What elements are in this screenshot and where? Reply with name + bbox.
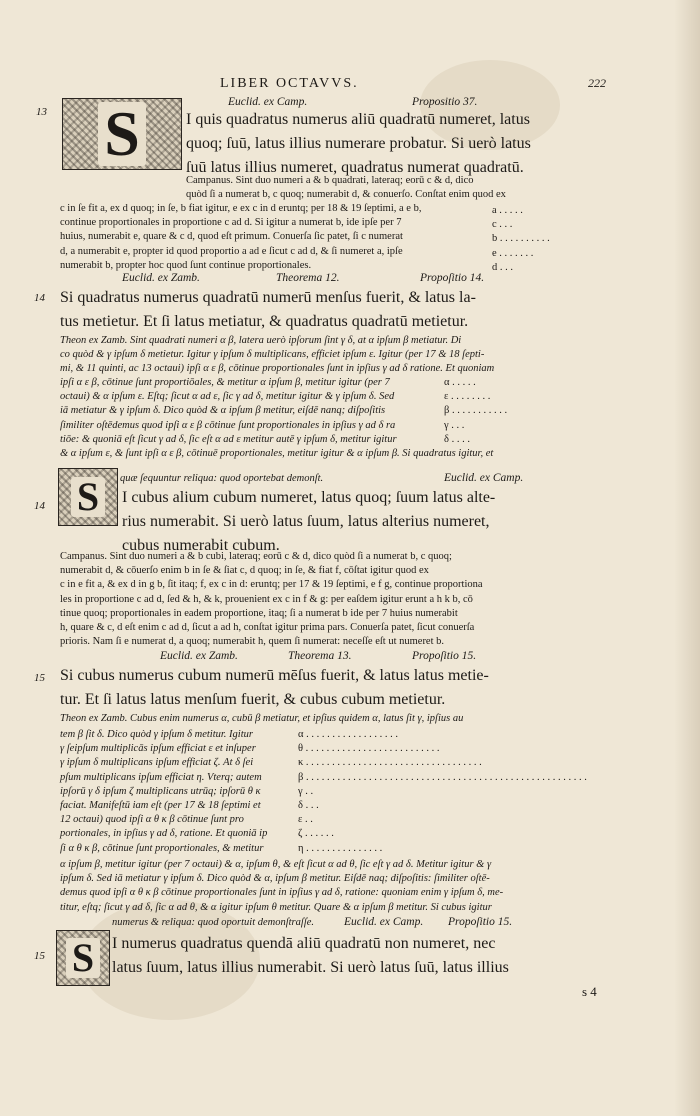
initial-letter: S	[98, 102, 146, 166]
decorated-initial	[56, 930, 110, 986]
enunciation-line: I cubus alium cubum numeret, latus quoq; ſuum latus alte-	[122, 489, 496, 506]
commentary-line: ipſum δ. Sed iā metiatur γ ipſum δ. Dico quòd & α, ipſum β metitur. Eiſdē naq; diſpoſitis: ſimiliter oſtē-	[60, 873, 490, 885]
commentary-line: prioris. Nam ſi e numerat d, a quoq; numerabit h, quem ſi numerat: neceſſe eſt ut numeret b.	[60, 636, 445, 648]
commentary-line: c in ſe fit a, ex d quoq; in ſe, b fiat igitur, e ex c in d eruntq; per 18 & 19 ſeptimi, a e b,	[60, 203, 422, 214]
diagram-line: α . . . . .	[444, 377, 476, 388]
diagram-line: α . . . . . . . . . . . . . . . . . .	[298, 729, 399, 740]
enunciation-line: tus metietur. Et ſi latus metiatur, & quadratus quadratū metietur.	[60, 313, 469, 330]
commentary-line: huius, numerabit e, quare & c d, quod eſt primum. Conuerſa ſic patet, ſi c numerat	[60, 231, 403, 243]
proposition-subtitle-number: Propoſitio 15.	[412, 650, 477, 662]
commentary-line: ſimiliter oſtēdemus quod ipſi α ε β cōtinue ſunt proportionales in ipſius γ ad δ ra	[60, 419, 396, 431]
diagram-line: θ . . . . . . . . . . . . . . . . . . . . . . . . . .	[298, 743, 440, 755]
commentary-line: d, a numerabit e, propter id quod proportio a ad e ſicut c ad d, & ſi numeret a, ipſe	[60, 245, 403, 257]
margin-number: 15	[34, 950, 45, 962]
enunciation-37	[186, 108, 686, 180]
margin-number: 13	[36, 106, 47, 118]
commentary-line: continue proportionales in proportione c ad d. Si igitur a numerat b, ide ipſe per 7	[60, 217, 402, 229]
commentary-14-head	[60, 334, 560, 377]
commentary-line: demus quod ipſi α θ κ β cōtinue proportionales ſunt in ipſius γ ad δ, ratione: quoniam enim γ ipſum δ, me-	[60, 887, 504, 899]
diagram-line: e . . . . . . .	[492, 247, 534, 259]
commentary-line: mi, & 11 quinti, ac 13 octaui) ipſi α ε β, cōtinue proportionales ſunt in ipſius γ ad δ ratione. Et quoniam	[60, 363, 495, 375]
margin-number: 15	[34, 672, 45, 684]
commentary-line: tinue quoq; proportionales in eadem proportione, itaq; ſi a numerat b ide per 7 huius numerabit	[60, 607, 458, 619]
commentary-line: numerus & reliqua: quod oportuit demonſtraſſe.	[112, 917, 315, 928]
commentary-line: iā metiatur & γ ipſum δ. Dico quòd & α ipſum β metitur, eiſdē nanq; diſpoſitis	[60, 405, 386, 417]
commentary-15-left	[60, 728, 292, 856]
diagram-line: ε . .	[298, 814, 313, 826]
commentary-line: titur, eſtq; ſicut γ ad δ, ſic α ad θ, & α igitur ipſum θ metitur. Quare & α ipſum β metitur. Si cubus igitur	[60, 901, 492, 913]
proposition-subtitle-source: Euclid. ex Camp.	[444, 472, 524, 484]
commentary-line: Theon ex Zamb. Sint quadrati numeri α β, latera uerò ipſorum ſint γ δ, at α ipſum β metiatur. Di	[60, 335, 462, 346]
commentary-line: octaui) & α ipſum ε. Eſtq; ſicut α ad ε, ſic γ ad δ, metitur igitur & γ ipſum δ. Sed	[60, 391, 395, 403]
signature-mark: s 4	[582, 984, 597, 999]
diagram-line: γ . . .	[444, 419, 465, 431]
commentary-37	[60, 202, 480, 273]
diagram-line: η . . . . . . . . . . . . . . .	[298, 842, 383, 854]
commentary-14	[60, 376, 494, 461]
enunciation-line: I quis quadratus numerus aliū quadratū numeret, latus	[186, 111, 530, 128]
commentary-line: α ipſum β, metitur igitur (per 7 octaui) & α, ipſum θ, & eſt ſicut α ad θ, ſic eſt γ ad δ. Metitur igitur & γ	[60, 859, 492, 870]
proposition-subtitle-source: Euclid. ex Camp.	[344, 916, 424, 928]
running-header: LIBER OCTAVVS.	[220, 76, 359, 91]
commentary-line: h, quare & c, d eſt enim c ad d, ſicut a ad h, conſtat igitur prima pars. Conuerſa patet, ſicut conuerſa	[60, 622, 475, 634]
commentary-line: 12 octaui) quod ipſi α θ κ β cōtinue ſunt pro	[60, 814, 244, 826]
number-line-diagram-37	[492, 204, 550, 275]
commentary-line: tiōe: & quoniā eſt ſicut γ ad δ, ſic eſt α ad ε metitur autē γ ipſum δ, metitur igitur	[60, 433, 397, 445]
decorated-initial	[62, 98, 182, 170]
commentary-cubes	[60, 550, 560, 649]
commentary-line: quæ ſequuntur reliqua: quod oportebat demonſt.	[120, 473, 324, 484]
commentary-line: les in proportione c ad d, ſed & h, & k, prouenient ex c in f & g: per eaſdem igitur erunt a h k b, cō	[60, 593, 473, 605]
proposition-subtitle-source: Euclid. ex Camp.	[228, 96, 308, 108]
enunciation-line: tur. Et ſi latus latus menſum fuerit, & cubus cubum metietur.	[60, 691, 446, 708]
diagram-line: γ . .	[298, 785, 314, 797]
commentary-line: pſum multiplicans ipſum efficiat η. Vterq; autem	[60, 771, 262, 783]
diagram-line: d . . .	[492, 261, 513, 273]
enunciation-line: ſuū latus illius numeret, quadratus numerat quadratū.	[186, 159, 524, 176]
initial-letter: S	[66, 938, 100, 978]
commentary-line: ſi α θ κ β, cōtinue ſunt proportionales, & metitur	[60, 842, 264, 854]
diagram-line: β . . . . . . . . . . . . . . . . . . . . . . . . . . . . . . . . . . . . . . . . . . . . . . . . . . . . . .	[298, 771, 587, 783]
commentary-line: ipſorū γ δ ipſum ζ multiplicans utrūq; ipſorū θ κ	[60, 785, 261, 797]
enunciation-line: latus ſuum, latus illius numerabit. Si uerò latus ſuū, latus illius	[112, 959, 509, 976]
commentary-line: γ ipſum δ multiplicans ipſum efficiat ζ. At δ ſei	[60, 757, 254, 769]
commentary-line: quòd ſi a numerat b, c quoq; numerabit d, & conuerſo. Conſtat enim quod ex	[186, 189, 506, 201]
commentary-line: numerabit d, & cōuerſo enim b in ſe & ſiat c, d quoq; in ſe, & fiat f, cōſtat igitur quod ex	[60, 565, 429, 577]
commentary-line: numerabit b, propter hoc quod ſunt continue proportionales.	[60, 259, 312, 271]
diagram-line: κ . . . . . . . . . . . . . . . . . . . . . . . . . . . . . . . . . .	[298, 757, 482, 769]
proposition-subtitle-source: Euclid. ex Zamb.	[122, 272, 200, 284]
diagram-line: c . . .	[492, 219, 513, 231]
enunciation-line: quoq; ſuū, latus illius numerare probatur. Si uerò latus	[186, 135, 531, 152]
enunciation-14	[60, 286, 660, 334]
commentary-line: & α ipſum ε, & ſunt ipſi α ε β, cōtinuē proportionales, metitur igitur & α ipſum β. Si quadratus igitur, et	[60, 448, 494, 460]
enunciation-final	[112, 932, 682, 980]
proposition-subtitle-number: Propoſitio 14.	[420, 272, 485, 284]
commentary-15-bottom	[60, 858, 560, 915]
enunciation-line: rius numerabit. Si uerò latus ſuum, latus alterius numeret,	[122, 513, 490, 530]
commentary-line: Campanus. Sint duo numeri a & b quadrati, lateraq; eorū c & d, dico	[186, 175, 474, 186]
commentary-line: tem β ſit δ. Dico quòd γ ipſum δ metitur. Igitur	[60, 729, 253, 740]
initial-letter: S	[71, 477, 105, 517]
diagram-line: ζ . . . . . .	[298, 828, 334, 840]
enunciation-line: Si cubus numerus cubum numerū mēſus fuerit, & latus latus metie-	[60, 667, 489, 684]
diagram-line: β . . . . . . . . . . .	[444, 405, 508, 417]
diagram-line: a . . . . .	[492, 205, 523, 216]
proposition-subtitle-number: Propositio 37.	[412, 96, 478, 108]
commentary-line: γ ſeipſum multiplicās ipſum efficiat ε et inſuper	[60, 743, 256, 755]
commentary-line: Campanus. Sint duo numeri a & b cubi, lateraq; eorū c & d, dico quòd ſi a numerat b, c quoq;	[60, 551, 452, 562]
proposition-subtitle-source: Euclid. ex Zamb.	[160, 650, 238, 662]
diagram-line: ε . . . . . . . .	[444, 391, 491, 403]
diagram-line: δ . . . .	[444, 433, 470, 445]
enunciation-line: cubus numerabit cubum.	[122, 537, 280, 554]
commentary-line: portionales, in ipſius γ ad δ, ratione. Et quoniā ip	[60, 828, 268, 840]
margin-number: 14	[34, 292, 45, 304]
enunciation-line: Si quadratus numerus quadratū numerū menſus fuerit, & latus la-	[60, 289, 476, 306]
enunciation-line: I numerus quadratus quendā aliū quadratū non numeret, nec	[112, 935, 496, 952]
decorated-initial	[58, 468, 118, 526]
number-line-diagram-14	[444, 376, 507, 447]
proposition-subtitle-number: Propoſitio 15.	[448, 916, 513, 928]
number-line-diagram-15	[298, 728, 678, 856]
commentary-line: faciat. Manifeſtū iam eſt (per 17 & 18 ſeptimi et	[60, 800, 261, 812]
diagram-line: δ . . .	[298, 800, 319, 812]
diagram-line: b . . . . . . . . . .	[492, 233, 550, 245]
proposition-subtitle-theorem: Theorema 12.	[276, 272, 340, 284]
commentary-line: c in e fit a, & ex d in g b, ſit itaq; f, ex c in d: eruntq; per 17 & 19 ſeptimi, e f g, continue proportiona	[60, 579, 483, 591]
margin-number: 14	[34, 500, 45, 512]
enunciation-cubes	[122, 486, 682, 558]
commentary-line: Theon ex Zamb. Cubus enim numerus α, cubū β metiatur, et ipſius quidem α, latus ſit γ, ipſius au	[60, 713, 464, 724]
commentary-line: ipſi α ε β, cōtinue ſunt proportiōales, & metitur α ipſum β, metitur igitur (per 7	[60, 377, 390, 388]
folio-number: 222	[588, 76, 606, 90]
commentary-37-head	[186, 174, 556, 202]
proposition-subtitle-theorem: Theorema 13.	[288, 650, 352, 662]
enunciation-15	[60, 664, 660, 712]
commentary-line: co quòd & γ ipſum δ metietur. Igitur γ ipſum δ multiplicans, efficiet ipſum ε. Igitur (per 17 & 18 ſepti-	[60, 349, 485, 361]
